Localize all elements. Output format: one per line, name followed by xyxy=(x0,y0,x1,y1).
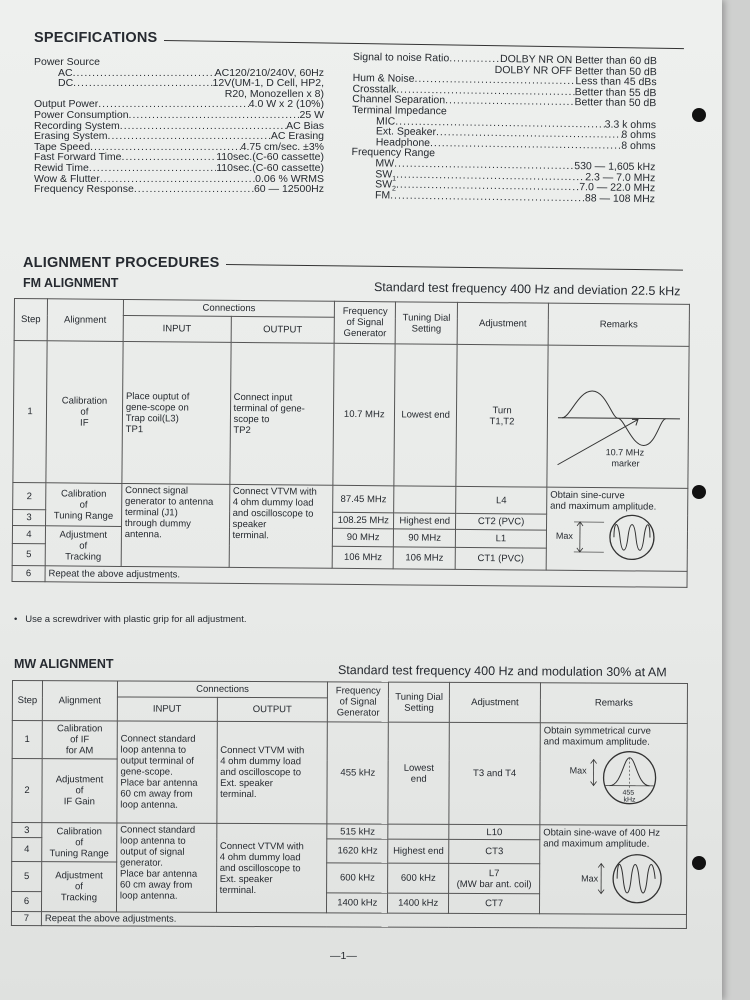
spec-label: Ext. Speaker xyxy=(375,125,437,139)
header-tuning-dial: Tuning Dial Setting xyxy=(389,682,450,722)
adjustment-cell: CT1 (PVC) xyxy=(455,547,546,570)
spec-label: Signal to noise Ratio xyxy=(352,51,450,65)
tuning-dial-cell: Highest end xyxy=(394,513,456,530)
adjustment-cell: CT7 xyxy=(449,893,540,913)
adjustment-cell: L4 xyxy=(456,486,547,514)
leader-dots xyxy=(129,110,300,121)
remarks-cell: Obtain sine-wave of 400 Hz and maximum amplitude. Max xyxy=(539,825,686,915)
fm-alignment-title: FM ALIGNMENT xyxy=(23,276,119,290)
output-cell: Connect VTVM with 4 ohm dummy load and oscilloscope to Ext. speaker terminal. xyxy=(216,721,327,823)
spec-label: Headphone xyxy=(375,136,431,149)
max-label: Max xyxy=(569,765,587,776)
spec-label: Terminal Impedance xyxy=(352,103,447,118)
header-alignment: Alignment xyxy=(47,299,123,342)
title-rule xyxy=(226,264,683,271)
tuning-dial-cell: 106 MHz xyxy=(393,547,455,570)
header-connections: Connections xyxy=(123,299,335,317)
binder-hole xyxy=(692,856,706,870)
frequency-cell: 1400 kHz xyxy=(327,893,388,913)
leader-dots xyxy=(122,152,217,163)
binder-hole xyxy=(692,485,706,499)
adjustment-cell: L1 xyxy=(455,529,546,548)
header-step: Step xyxy=(12,681,42,721)
step-number: 4 xyxy=(12,525,45,543)
leader-dots xyxy=(73,78,212,89)
spec-value: 8 ohms xyxy=(621,139,656,152)
alignment-cell: Calibration of Tuning Range xyxy=(45,483,121,527)
alignment-procedures-title: ALIGNMENT PROCEDURES xyxy=(23,255,220,271)
spec-label: Output Power xyxy=(34,98,99,111)
spec-value: 2.3 — 7.0 MHz xyxy=(585,170,656,184)
khz-label: kHz xyxy=(623,796,636,804)
spec-label: Hum & Noise xyxy=(352,72,415,86)
spec-label: $SW_2$ xyxy=(375,178,396,193)
spec-value: 3.3 k ohms xyxy=(604,118,657,131)
header-output: OUTPUT xyxy=(217,697,328,721)
leader-dots xyxy=(445,96,575,108)
spec-row xyxy=(34,57,324,68)
spec-list-right xyxy=(351,52,657,205)
spec-row xyxy=(34,163,324,174)
spec-label: Power Consumption xyxy=(34,108,129,121)
specifications-title: SPECIFICATIONS xyxy=(34,30,158,46)
spec-label: Tape Speed xyxy=(34,140,91,153)
spec-value: Better than 55 dB xyxy=(574,85,657,100)
input-cell: Connect signal generator to antenna terminal (J1) through dummy antenna. xyxy=(121,483,229,567)
frequency-cell: 1620 kHz xyxy=(327,839,388,863)
leader-dots xyxy=(89,163,216,174)
tuning-dial-cell: 90 MHz xyxy=(394,529,456,548)
if-curve-waveform xyxy=(543,747,683,808)
spec-label: Frequency Response xyxy=(34,183,134,196)
fm-alignment-table xyxy=(12,298,690,588)
max-label: Max xyxy=(555,530,573,541)
tuning-dial-cell: Highest end xyxy=(388,839,449,863)
frequency-cell: 10.7 MHz xyxy=(333,343,395,486)
remarks-cell: Obtain symmetrical curve and maximum amplitude. Max 455 kHz xyxy=(540,723,688,826)
step-number: 5 xyxy=(12,862,42,892)
adjustment-cell: L10 xyxy=(449,824,540,839)
screwdriver-note: • Use a screwdriver with plastic grip for all adjustment. xyxy=(14,614,247,625)
header-tuning-dial: Tuning Dial Setting xyxy=(395,302,457,345)
step-number: 1 xyxy=(13,341,47,483)
spec-label: Wow & Flutter xyxy=(34,172,100,185)
frequency-cell: 455 kHz xyxy=(327,722,388,824)
frequency-cell: 600 kHz xyxy=(327,863,388,893)
spec-label: MIC xyxy=(375,114,396,128)
spec-label: MW xyxy=(375,157,395,170)
alignment-cell: Adjustment of IF Gain xyxy=(42,759,117,823)
spec-label: AC xyxy=(58,66,73,79)
tuning-dial-cell: Lowest end xyxy=(388,722,449,824)
output-cell: Connect input terminal of gene- scope to TP2 xyxy=(229,342,334,485)
page-number: —1— xyxy=(330,950,357,962)
spec-value: 0.06 % WRMS xyxy=(255,172,324,185)
step-number: 4 xyxy=(12,838,42,862)
step-number: 6 xyxy=(12,565,45,581)
adjustment-cell: T3 and T4 xyxy=(449,722,540,824)
title-rule xyxy=(164,40,684,49)
spec-value: 110sec.(C-60 cassette) xyxy=(216,151,324,164)
spec-value: 25 W xyxy=(299,108,324,121)
adjustment-cell: CT3 xyxy=(449,839,540,863)
sine-max-waveform xyxy=(543,849,683,908)
adjustment-cell: Turn T1,T2 xyxy=(456,344,548,487)
header-connections: Connections xyxy=(117,681,328,698)
frequency-cell: 87.45 MHz xyxy=(333,485,394,513)
spec-value: 7.0 — 22.0 MHz xyxy=(579,181,656,195)
spec-value: AC120/210/240V, 60Hz xyxy=(214,66,324,79)
alignment-cell: Calibration of IF xyxy=(46,341,123,484)
output-cell: Connect VTVM with 4 ohm dummy load and oscilloscope to speaker terminal. xyxy=(229,484,333,568)
spec-value: Less than 45 dBs xyxy=(575,75,657,89)
spec-value: 110sec.(C-60 cassette) xyxy=(216,161,324,174)
spec-value: 4.75 cm/sec. ±3% xyxy=(240,140,324,153)
spec-label: Channel Separation xyxy=(352,93,446,107)
input-cell: Connect standard loop antenna to output of signal generator. Place bar antenna 60 cm away from loop antenna. xyxy=(116,823,216,912)
step-number: 3 xyxy=(13,509,46,525)
spec-label: Erasing System xyxy=(34,130,108,143)
step-number: 6 xyxy=(11,892,41,912)
spec-label: Frequency Range xyxy=(351,146,436,160)
tuning-dial-cell: 600 kHz xyxy=(388,863,449,893)
spec-label: Fast Forward Time xyxy=(34,151,122,164)
fm-standard-test-frequency: Standard test frequency 400 Hz and deviation 22.5 kHz xyxy=(373,280,681,299)
leader-dots xyxy=(390,190,585,203)
if-marker-waveform xyxy=(547,355,687,476)
leader-dots xyxy=(134,184,254,195)
spec-list-left xyxy=(34,57,324,195)
input-cell: Place ouptut of gene-scope on Trap coil(L3) TP1 xyxy=(122,341,231,484)
header-output: OUTPUT xyxy=(231,316,335,343)
mw-alignment-title: MW ALIGNMENT xyxy=(14,657,114,671)
spec-label: $SW_1$ xyxy=(375,167,397,183)
alignment-cell: Calibration of IF for AM xyxy=(42,721,117,759)
frequency-cell: 90 MHz xyxy=(333,528,394,547)
input-cell: Connect standard loop antenna to output terminal of gene-scope. Place bar antenna 60 cm away from loop antenna. xyxy=(117,721,217,823)
leader-dots xyxy=(449,53,500,64)
spec-label: Rewid Time xyxy=(34,161,89,174)
header-remarks: Remarks xyxy=(540,683,687,724)
tuning-dial-cell xyxy=(388,824,449,839)
tuning-dial-cell: Lowest end xyxy=(394,344,457,487)
repeat-note: Repeat the above adjustments. xyxy=(41,912,686,929)
spec-value: AC Erasing xyxy=(270,130,324,143)
marker-label: marker xyxy=(611,458,640,469)
leader-dots xyxy=(120,121,286,132)
adjustment-cell: CT2 (PVC) xyxy=(456,513,547,530)
spec-label: FM xyxy=(374,189,391,202)
spec-value: 12V(UM-1, D Cell, HP2, xyxy=(212,77,324,90)
step-number: 5 xyxy=(12,543,45,565)
header-frequency: Frequency of Signal Generator xyxy=(334,301,395,344)
repeat-note: Repeat the above adjustments. xyxy=(45,566,687,588)
step-number: 3 xyxy=(12,823,42,838)
spec-label: Recording System xyxy=(34,119,120,132)
alignment-cell: Adjustment of Tracking xyxy=(45,526,121,567)
step-number: 2 xyxy=(13,482,46,509)
spec-label: Crosstalk xyxy=(352,82,397,96)
spec-value: 4.0 W x 2 (10%) xyxy=(248,98,324,111)
spec-label: DC xyxy=(58,77,74,90)
spec-row xyxy=(34,110,324,121)
sine-max-waveform xyxy=(550,512,680,561)
binder-hole xyxy=(692,108,706,122)
mw-standard-test-frequency: Standard test frequency 400 Hz and modulation 30% at AM xyxy=(337,663,667,680)
tuning-dial-cell xyxy=(394,486,456,514)
leader-dots xyxy=(73,68,215,79)
frequency-cell: 106 MHz xyxy=(332,546,393,569)
marker-label: 10.7 MHz xyxy=(605,447,645,458)
spec-value: R20, Monozellen x 8) xyxy=(224,87,324,100)
spec-value: DOLBY NR ON Better than 60 dB xyxy=(500,53,657,68)
spec-value: 8 ohms xyxy=(621,128,656,142)
khz-label: 455 xyxy=(622,789,635,797)
frequency-cell: 108.25 MHz xyxy=(333,512,394,529)
tuning-dial-cell: 1400 kHz xyxy=(388,893,449,913)
spec-value: 60 — 12500Hz xyxy=(253,183,324,196)
mw-alignment-table xyxy=(11,680,688,929)
adjustment-cell: L7 (MW bar ant. coil) xyxy=(449,863,540,893)
frequency-cell: 515 kHz xyxy=(327,824,388,839)
spec-label: Power Source xyxy=(34,56,100,68)
remarks-cell: Obtain sine-curve and maximum amplitude. Max xyxy=(546,487,688,571)
header-frequency: Frequency of Signal Generator xyxy=(328,682,389,722)
spec-row xyxy=(34,184,324,195)
header-adjustment: Adjustment xyxy=(449,682,540,722)
alignment-cell: Calibration of Tuning Range xyxy=(42,823,117,862)
remarks-cell xyxy=(547,345,689,488)
header-input: INPUT xyxy=(123,315,231,342)
spec-value: 88 — 108 MHz xyxy=(584,191,656,205)
header-input: INPUT xyxy=(117,697,217,721)
output-cell: Connect VTVM with 4 ohm dummy load and oscilloscope to Ext. speaker terminal. xyxy=(216,823,327,912)
header-remarks: Remarks xyxy=(548,303,689,346)
header-adjustment: Adjustment xyxy=(457,302,548,345)
spec-value: AC Bias xyxy=(286,119,324,132)
spec-row xyxy=(351,190,655,205)
step-number: 2 xyxy=(12,759,42,823)
step-number: 7 xyxy=(11,912,41,926)
spec-value: 530 — 1,605 kHz xyxy=(574,160,656,174)
spec-value: DOLBY NR OFF Better than 50 dB xyxy=(494,63,657,78)
step-number: 1 xyxy=(12,721,42,759)
header-step: Step xyxy=(14,299,47,341)
header-alignment: Alignment xyxy=(42,681,117,721)
spec-value: Better than 50 dB xyxy=(574,96,657,110)
max-label: Max xyxy=(581,873,599,884)
alignment-cell: Adjustment of Tracking xyxy=(41,862,116,912)
